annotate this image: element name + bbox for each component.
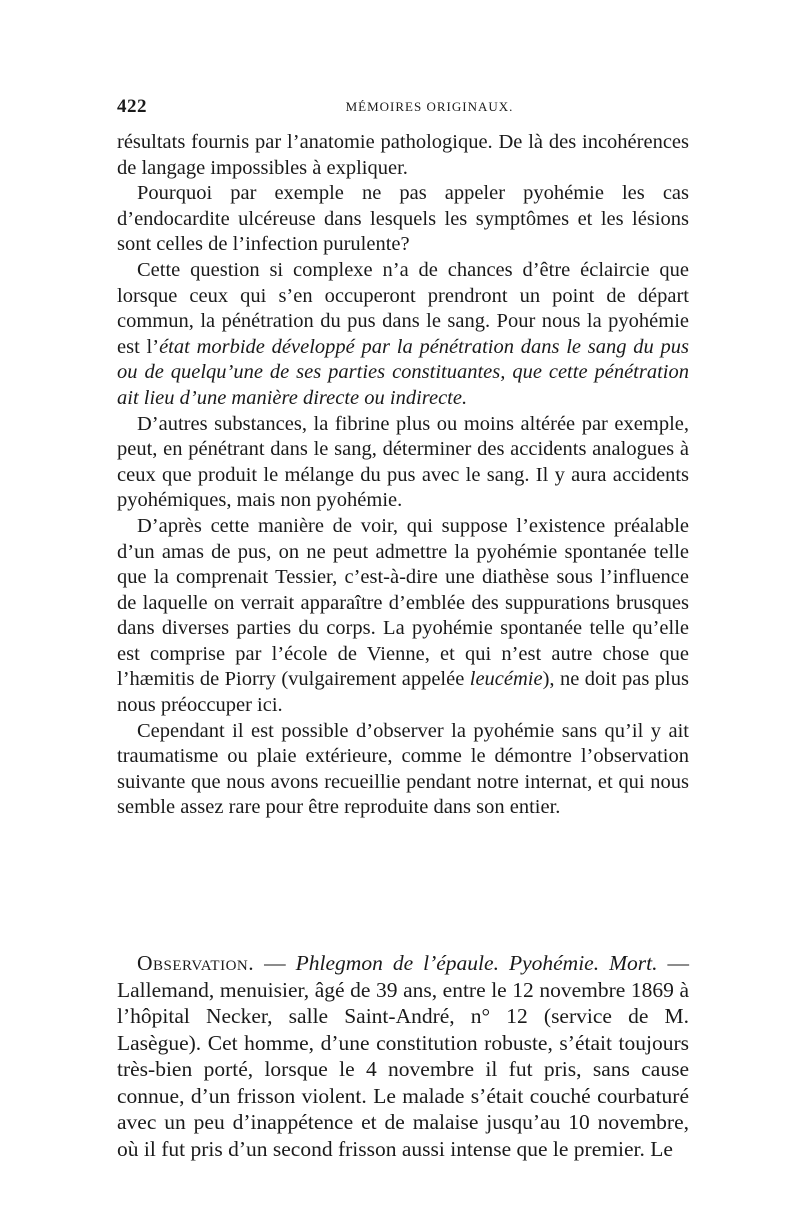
paragraph (117, 258, 689, 412)
italic-term: leucémie (469, 668, 543, 691)
paragraph: Cependant il est possible d’observer la pyohémie sans qu’il y ait traumatisme ou plaie extérieure, comme le démontre l’observation suivante que nous avons recueillie pendant notre internat, et qui nous semble assez rare pour être reproduite dans son entier. (117, 719, 689, 819)
paragraph (117, 514, 689, 719)
paragraph-text: D’après cette manière de voir, qui suppose l’existence préalable d’un amas de pus, on ne peut admettre la pyohémie spontanée telle que la comprenait Tessier, c’est-à-dire une diathèse sous l’influence de laquelle on verrait apparaître d’emblée des suppurations brusques dans diverses parties du corps. La pyohémie spontanée telle qu’elle est comprise par l’école de Vienne, et qui n’est autre chose que l’hæmitis de Piorry (vulgairement appelée (117, 514, 689, 691)
dash: — (657, 951, 690, 975)
running-title: MÉMOIRES ORIGINAUX. (345, 99, 514, 114)
paragraph-text: ), ne doit pas plus nous préoccuper ici. (117, 668, 689, 717)
observation-title: Phlegmon de l’épaule. Pyohémie. Mort. (295, 951, 658, 975)
page-number: 422 (117, 96, 147, 117)
observation-paragraph (117, 950, 689, 1162)
paragraph: D’autres substances, la fibrine plus ou moins altérée par exemple, peut, en pénétrant dans le sang, déterminer des accidents analogues à ceux que produit le mélange du pus avec le sang. Il y aura accidents pyohémiques, mais non pyohémie. (117, 412, 689, 512)
paragraph: résultats fournis par l’anatomie pathologique. De là des incohérences de langage impossibles à expliquer. (117, 131, 689, 179)
paragraph-text: Cette question si complexe n’a de chances d’être éclaircie que lorsque ceux qui s’en occuperont prendront un point de départ commun, la pénétration du pus dans le sang. Pour nous la pyohémie est l’ (117, 258, 689, 358)
observation-label: Observation. (137, 951, 255, 975)
running-head (117, 96, 687, 126)
definition-italic: état morbide développé par la pénétration dans le sang du pus ou de quelqu’une de ses parties constituantes, que cette pénétration ait lieu d’une manière directe ou indirecte. (117, 335, 689, 409)
paragraph: Pourquoi par exemple ne pas appeler pyohémie les cas d’endocardite ulcéreuse dans lesquels les symptômes et les lésions sont celles de l’infection purulente? (117, 182, 689, 256)
body-text (117, 130, 689, 821)
observation-text: Lallemand, menuisier, âgé de 39 ans, entre le 12 novembre 1869 à l’hôpital Necker, salle Saint-André, n° 12 (service de M. Lasègue). Cet homme, d’une constitution robuste, s’était toujours très-bien porté, lorsque le 4 novembre il fut pris, sans cause connue, d’un frisson violent. Le malade s’était couché courbaturé avec un peu d’inappétence et de malaise jusqu’au 10 novembre, où il fut pris d’un second frisson aussi intense que le premier. Le (117, 977, 689, 1161)
observation-section (117, 950, 689, 1162)
dash: — (254, 951, 296, 975)
